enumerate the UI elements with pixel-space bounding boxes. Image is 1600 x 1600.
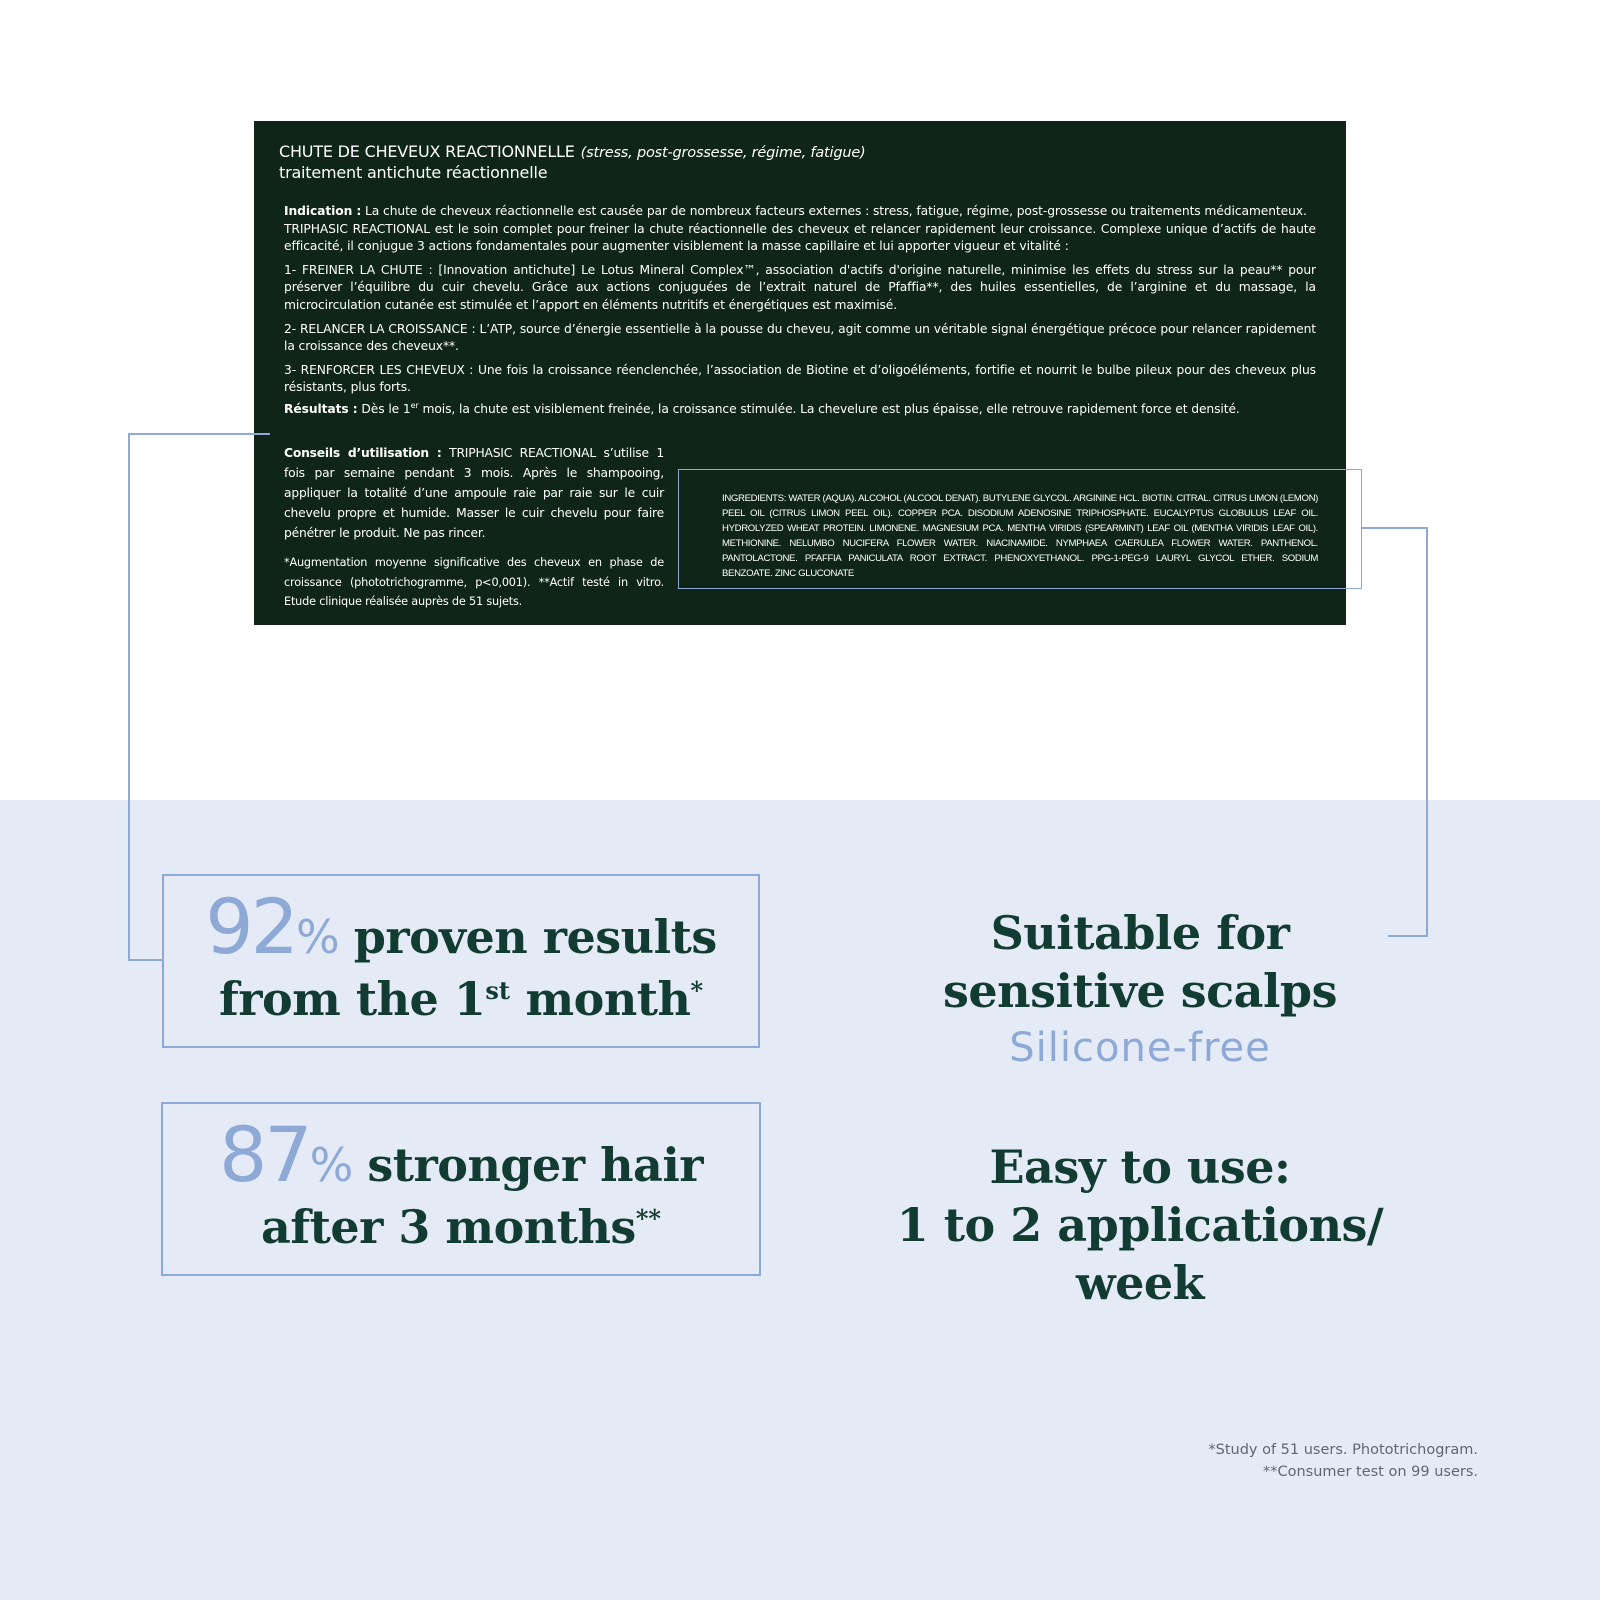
label-subtitle: traitement antichute réactionnelle [279, 163, 548, 182]
results-label: Résultats : [284, 402, 358, 417]
results-sup: er [410, 400, 419, 410]
stat-2-marker: ** [635, 1204, 661, 1233]
stat-1-text-2-sup: st [485, 976, 510, 1005]
indication-text: La chute de cheveux réactionnelle est causée par de nombreux facteurs externes : stress, fatigue, régime, post-grossesse ou traitements médicamenteux. [365, 204, 1307, 218]
results-text: mois, la chute est visiblement freinée, la croissance stimulée. La chevelure est plus épaisse, elle retrouve rapidement force et densité. [418, 402, 1240, 417]
stat-1-marker: * [690, 976, 704, 1005]
feature-sensitive-scalps [880, 904, 1400, 1076]
action-1-paragraph: 1- FREINER LA CHUTE : [Innovation antichute] Le Lotus Mineral Complex™, association d'actifs d'origine naturelle, minimise les effets du stress sur la peau** pour préserver l’équilibre du cuir chevelu. Grâce aux actions conjuguées de l’extrait naturel de Pfaffia**, des huiles essentielles, de l’arginine et du massage, la microcirculation cutanée est stimulée et l’apport en éléments nutritifs et énergétiques est maximisé. [284, 262, 1316, 312]
stat-2-text-2: after 3 months [261, 1200, 636, 1254]
stat-box-proven-results [162, 874, 760, 1048]
feature-easy-line-3: week [1075, 1256, 1204, 1310]
stat-1-percent: % [296, 910, 340, 964]
action-2-paragraph: 2- RELANCER LA CROISSANCE : L’ATP, source d’énergie essentielle à la pousse du cheveu, agit comme un véritable signal énergétique précoce pour relancer rapidement la croissance des cheveux**. [284, 321, 1316, 354]
label-title-text: CHUTE DE CHEVEUX REACTIONNELLE [279, 142, 575, 161]
feature-scalp-line-1: Suitable for [990, 906, 1290, 960]
usage-paragraph [284, 443, 664, 543]
indication-label: Indication : [284, 204, 362, 218]
connector-left-vertical [128, 433, 130, 961]
stat-2-number: 87 [218, 1110, 310, 1199]
stat-2-percent: % [309, 1138, 354, 1192]
ingredients-box [678, 469, 1362, 589]
connector-left-horizontal-top [128, 433, 270, 435]
footnotes [1208, 1439, 1478, 1483]
results-paragraph [284, 397, 1316, 419]
label-title-sub: (stress, post-grossesse, régime, fatigue) [580, 145, 866, 161]
label-title [279, 141, 866, 164]
stat-1-text-1: proven results [353, 910, 717, 964]
footnote-2: **Consumer test on 99 users. [1262, 1464, 1478, 1480]
stat-1-line-1 [164, 882, 758, 971]
label-study-note: *Augmentation moyenne significative des cheveux en phase de croissance (phototrichogramme, p<0,001). **Actif testé in vitro. Etude clinique réalisée auprès de 51 sujets. [284, 556, 664, 608]
feature-silicone-free: Silicone-free [1009, 1025, 1271, 1071]
stat-2-text-1: stronger hair [367, 1138, 704, 1192]
results-pre: Dès le 1 [361, 402, 411, 417]
stat-1-text-2-pre: from the 1 [218, 972, 486, 1026]
connector-right-horizontal-top [1362, 527, 1428, 529]
stat-2-line-1 [163, 1110, 759, 1199]
ingredients-text: INGREDIENTS: WATER (AQUA). ALCOHOL (ALCOOL DENAT). BUTYLENE GLYCOL. ARGININE HCL. BIOTIN. CITRAL. CITRUS LIMON (LEMON) PEEL OIL (CITRUS LIMON PEEL OIL). COPPER PCA. DISODIUM ADENOSINE TRIPHOSPHATE. EUCALYPTUS GLOBULUS LEAF OIL. HYDROLYZED WHEAT PROTEIN. LIMONENE. MAGNESIUM PCA. MENTHA VIRIDIS (SPEARMINT) LEAF OIL (MENTHA VIRIDIS LEAF OIL). METHIONINE. NELUMBO NUCIFERA FLOWER WATER. NIACINAMIDE. NYMPHAEA CAERULEA FLOWER WATER. PANTHENOL. PANTOLACTONE. PFAFFIA PANICULATA ROOT EXTRACT. PHENOXYETHANOL. PPG-1-PEG-9 LAURYL GLYCOL ETHER. SODIUM BENZOATE. ZINC GLUCONATE [722, 493, 1318, 579]
stat-1-line-2 [164, 972, 758, 1026]
product-label [254, 121, 1346, 625]
feature-easy-line-1: Easy to use: [989, 1140, 1291, 1194]
label-body [284, 203, 1316, 419]
stat-box-stronger-hair [161, 1102, 761, 1276]
intro-paragraph: TRIPHASIC REACTIONAL est le soin complet pour freiner la chute réactionnelle des cheveux et relancer rapidement leur croissance. Complexe unique d’actifs de haute efficacité, il conjugue 3 actions fondamentales pour augmenter visiblement la masse capillaire et lui apporter vigueur et vitalité : [284, 221, 1316, 254]
feature-easy-line-2: 1 to 2 applications/ [896, 1198, 1384, 1252]
feature-scalp-line-2: sensitive scalps [943, 964, 1337, 1018]
footnote-1: *Study of 51 users. Phototrichogram. [1208, 1442, 1478, 1458]
stat-1-text-2-post: month [509, 972, 691, 1026]
indication-paragraph [284, 203, 1316, 221]
action-3-paragraph: 3- RENFORCER LES CHEVEUX : Une fois la croissance réenclenchée, l’association de Biotine et d’oligoéléments, fortifie et nourrit le bulbe pileux pour des cheveux plus résistants, plus forts. [284, 362, 1316, 395]
connector-right-vertical [1426, 527, 1428, 937]
feature-easy-to-use [880, 1138, 1400, 1312]
usage-text: TRIPHASIC REACTIONAL s’utilise 1 fois par semaine pendant 3 mois. Après le shampooing, appliquer la totalité d’une ampoule raie par raie sur le cuir chevelu propre et humide. Masser le cuir chevelu pour faire pénétrer le produit. Ne pas rincer. [284, 446, 665, 540]
stat-1-number: 92 [205, 882, 296, 971]
usage-label: Conseils d’utilisation : [284, 446, 442, 460]
stat-2-line-2 [163, 1200, 759, 1254]
connector-left-horizontal-bottom [128, 959, 162, 961]
